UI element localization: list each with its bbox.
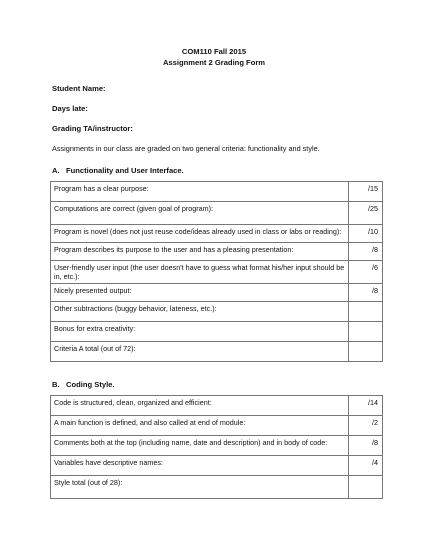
- criterion-points: [349, 322, 383, 342]
- table-row: [51, 225, 383, 243]
- table-row: [51, 396, 383, 416]
- criterion-points: /6: [349, 261, 383, 284]
- table-row: [51, 342, 383, 362]
- table-row: [51, 416, 383, 436]
- criterion-points: /14: [349, 396, 383, 416]
- criterion-label: Style total (out of 28):: [51, 476, 349, 499]
- criterion-points: /25: [349, 202, 383, 225]
- section-a-title: Functionality and User Interface.: [66, 166, 184, 175]
- table-row: [51, 182, 383, 202]
- criterion-label: Variables have descriptive names:: [51, 456, 349, 476]
- criterion-points: /8: [349, 284, 383, 302]
- criterion-label: Program describes its purpose to the user and has a pleasing presentation:: [51, 243, 349, 261]
- table-row: [51, 322, 383, 342]
- section-b-letter: B.: [52, 380, 60, 389]
- criterion-label: Other subtractions (buggy behavior, lateness, etc.):: [51, 302, 349, 322]
- criterion-label: Comments both at the top (including name, date and description) and in body of code:: [51, 436, 349, 456]
- days-late-label: Days late:: [52, 104, 88, 113]
- criterion-label: Program has a clear purpose:: [51, 182, 349, 202]
- criterion-label: A main function is defined, and also called at end of module:: [51, 416, 349, 436]
- criterion-label: Computations are correct (given goal of program):: [51, 202, 349, 225]
- intro-text: Assignments in our class are graded on two general criteria: functionality and style.: [52, 144, 320, 153]
- grading-ta-label: Grading TA/instructor:: [52, 124, 133, 133]
- table-row: [51, 436, 383, 456]
- criterion-label: Criteria A total (out of 72):: [51, 342, 349, 362]
- criterion-points: /4: [349, 456, 383, 476]
- table-row: [51, 476, 383, 499]
- table-row: [51, 302, 383, 322]
- section-a-heading: [52, 166, 184, 175]
- criterion-label: Program is novel (does not just reuse code/ideas already used in class or labs or reading):: [51, 225, 349, 243]
- criterion-points: [349, 302, 383, 322]
- section-a-table: [50, 181, 383, 362]
- criterion-label: Code is structured, clean, organized and efficient:: [51, 396, 349, 416]
- criterion-points: /8: [349, 436, 383, 456]
- table-row: [51, 284, 383, 302]
- section-a-letter: A.: [52, 166, 60, 175]
- criterion-points: /15: [349, 182, 383, 202]
- criterion-points: /10: [349, 225, 383, 243]
- criterion-points: /8: [349, 243, 383, 261]
- criterion-label: Nicely presented output:: [51, 284, 349, 302]
- table-row: [51, 261, 383, 284]
- criterion-points: [349, 342, 383, 362]
- student-name-label: Student Name:: [52, 84, 106, 93]
- criterion-label: User-friendly user input (the user doesn't have to guess what format his/her input should be in, etc.):: [51, 261, 349, 284]
- section-b-table: [50, 395, 383, 499]
- section-b-title: Coding Style.: [66, 380, 115, 389]
- table-row: [51, 456, 383, 476]
- section-b-heading: [52, 380, 115, 389]
- table-row: [51, 202, 383, 225]
- criterion-label: Bonus for extra creativity:: [51, 322, 349, 342]
- criterion-points: /2: [349, 416, 383, 436]
- criterion-points: [349, 476, 383, 499]
- table-row: [51, 243, 383, 261]
- course-title: COM110 Fall 2015: [181, 47, 247, 56]
- form-title: Assignment 2 Grading Form: [162, 58, 266, 67]
